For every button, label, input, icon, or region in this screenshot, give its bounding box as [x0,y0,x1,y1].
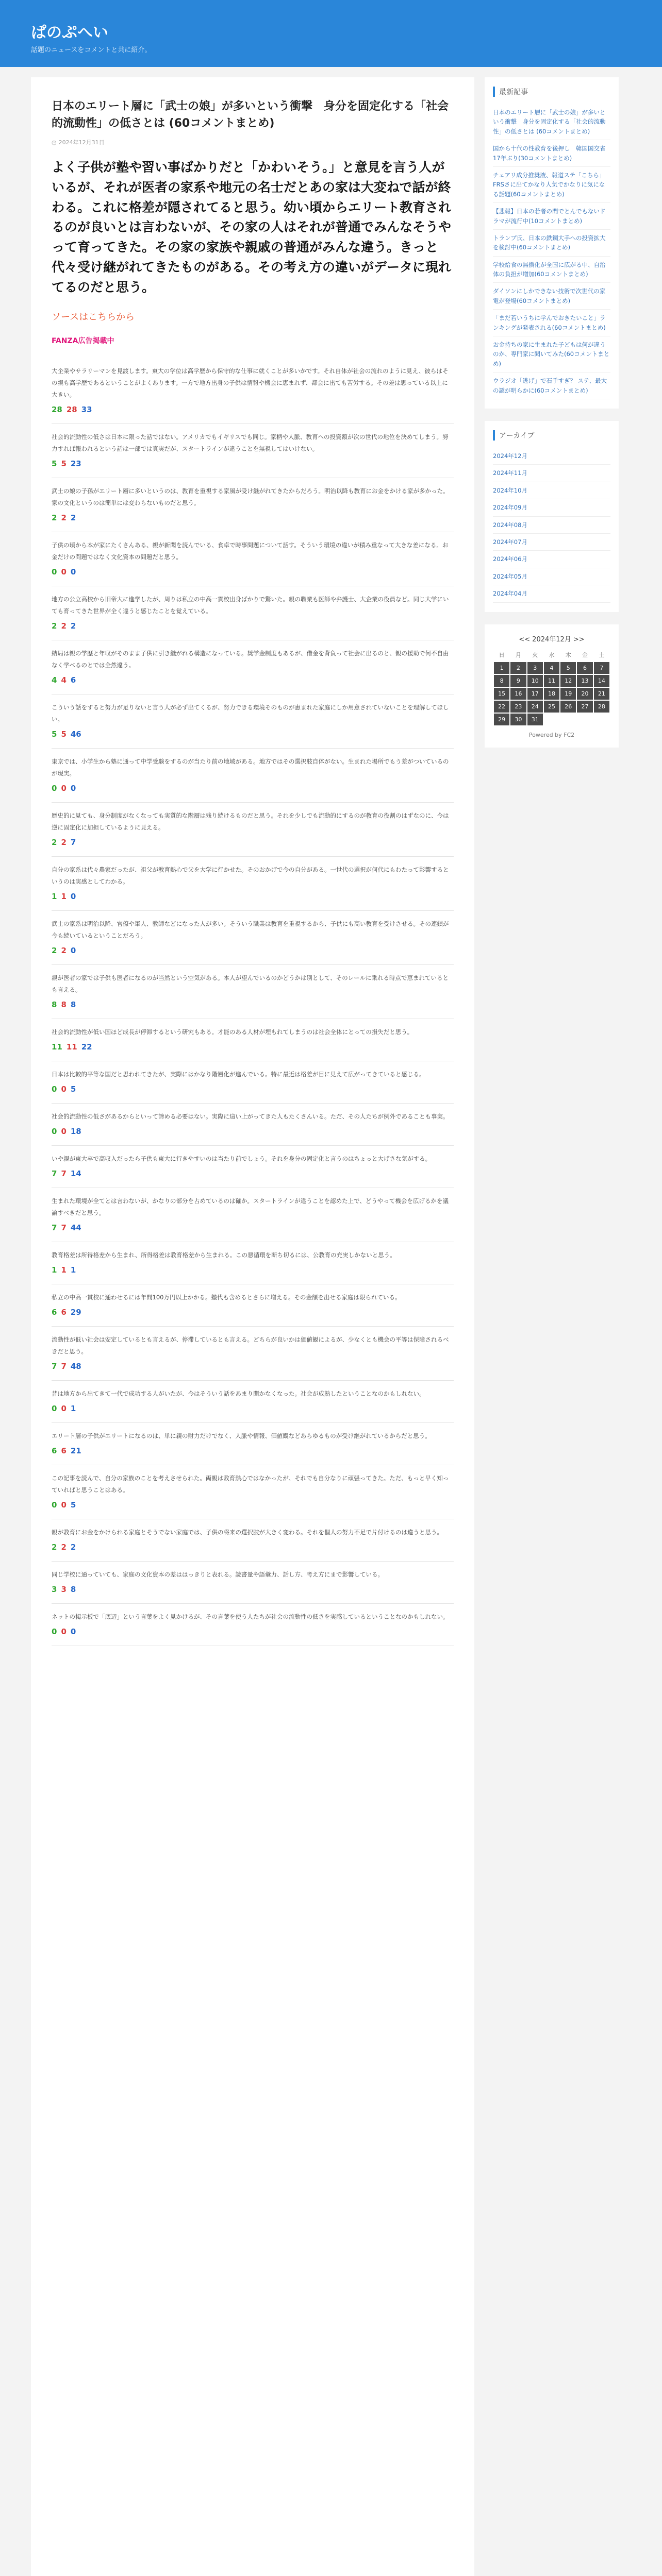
vote-down[interactable]: 7 [61,1362,67,1371]
vote-total: 8 [70,1585,76,1595]
comment [52,749,454,803]
vote-up[interactable]: 5 [52,459,57,469]
calendar-day[interactable]: 26 [560,700,576,713]
vote-total: 0 [70,784,76,793]
vote-up[interactable]: 0 [52,567,57,577]
vote-down[interactable]: 0 [61,1404,67,1414]
recent-posts-box [485,77,619,409]
vote-up[interactable]: 5 [52,730,57,739]
vote-total: 29 [70,1308,81,1317]
vote-down[interactable]: 0 [61,1627,67,1637]
vote-up[interactable]: 3 [52,1585,57,1595]
archive-link[interactable]: 2024年09月 [493,499,610,516]
calendar-day[interactable]: 9 [510,674,526,687]
calendar-weekday: 日 [499,651,505,658]
vote-counts [52,1127,454,1136]
calendar-day[interactable]: 2 [510,662,526,674]
calendar-day[interactable]: 22 [493,700,510,713]
vote-total: 0 [70,892,76,902]
calendar-day[interactable]: 10 [527,674,543,687]
comment-text: 同じ学校に通っていても、家庭の文化資本の差ははっきりと表れる。読書量や語彙力、話し方、考え方にまで影響している。 [52,1571,384,1579]
vote-total: 1 [70,1404,76,1414]
vote-down[interactable]: 2 [61,946,67,956]
calendar-day[interactable]: 14 [593,674,610,687]
vote-counts [52,1223,454,1232]
recent-post-link[interactable]: 学校給食の無償化が全国に広がる中、自治体の負担が増加(60コメントまとめ) [493,257,610,283]
calendar-day[interactable]: 29 [493,713,510,726]
comment [52,857,454,911]
lead-text: よく子供が塾や習い事ばかりだと「かわいそう。」と意見を言う人がいるが、それが医者の家系や地元の名士だとあの家は大変ねで話が終わる。これに格差が隠されてると思う。幼い頃からエリート教育されるのが良いとは言わないが、その家の人はそれが普通でみんなそうやって育ってきた。その家の家族や親戚の普通がみんな違う。きっと代々受け継がれてきたものがある。その考え方の違いがデータに現れてるのだと思う。 [52,160,452,295]
calendar-empty [543,713,560,726]
vote-down[interactable]: 7 [61,1223,67,1233]
calendar-nav[interactable]: << 2024年12月 >> [519,635,585,643]
site-title[interactable]: ぱのぷへい [31,24,108,42]
vote-counts [52,730,454,739]
vote-down[interactable]: 4 [61,675,67,685]
vote-counts [52,1042,454,1052]
comment [52,965,454,1019]
vote-up[interactable]: 2 [52,838,57,848]
vote-counts [52,1627,454,1636]
vote-up[interactable]: 8 [52,1000,57,1010]
comment-text: 社会的流動性が低い国ほど成長が停滞するという研究もある。才能のある人材が埋もれてしまうのは社会全体にとっての損失だと思う。 [52,1028,413,1036]
comment [52,1423,454,1465]
powered-by[interactable]: Powered by FC2 [528,731,575,738]
recent-post-link[interactable]: ダイソンにしかできない技術で次世代の家電が登場(60コメントまとめ) [493,283,610,310]
archive-box [485,421,619,612]
vote-counts [52,513,454,522]
calendar-day[interactable]: 31 [527,713,543,726]
calendar-day[interactable]: 17 [527,687,543,700]
vote-total: 5 [70,1500,76,1510]
vote-up[interactable]: 0 [52,1404,57,1414]
vote-total: 0 [70,946,76,956]
calendar-weekday: 土 [599,651,605,658]
calendar-day[interactable]: 4 [543,662,560,674]
calendar-day[interactable]: 1 [493,662,510,674]
vote-down[interactable]: 2 [61,1543,67,1552]
vote-counts [52,675,454,685]
calendar-day[interactable]: 18 [543,687,560,700]
vote-total: 2 [70,513,76,523]
vote-total: 33 [81,405,92,415]
comment-text: 武士の家系は明治以降、官僚や軍人、教師などになった人が多い。そういう職業は教育を重視するから、子供にも高い教育を受けさせる。その連鎖が今も続いているということだろう。 [52,920,449,940]
calendar-day[interactable]: 23 [510,700,526,713]
calendar-day[interactable]: 6 [576,662,593,674]
vote-total: 0 [70,1627,76,1637]
calendar-day[interactable]: 13 [576,674,593,687]
recent-post-link[interactable]: 日本のエリート層に「武士の娘」が多いという衝撃 身分を固定化する「社会的流動性」の低さとは (60コメントまとめ) [493,104,610,140]
vote-total: 0 [70,567,76,577]
vote-counts [52,1543,454,1552]
comment-text: 大企業やサラリーマンを見渡します。東大の学位は高学歴から保守的な仕事に就くことが多いかです。それ自体が社会の流れのように見え、彼らはその親も高学歴であるということがよくあります。一方で地方出身の子供は情報や機会に恵まれず、都会に出ても苦労する。その差は思っている以上に大きい。 [52,367,449,399]
archive-link[interactable]: 2024年07月 [493,534,610,551]
calendar-day[interactable]: 30 [510,713,526,726]
vote-up[interactable]: 0 [52,1627,57,1637]
archive-heading: アーカイブ [493,430,610,440]
comment-text: 流動性が低い社会は安定しているとも言えるが、停滞しているとも言える。どちらが良いかは価値観によるが、少なくとも機会の平等は保障されるべきだと思う。 [52,1336,449,1355]
vote-counts [52,1000,454,1009]
vote-total: 7 [70,838,76,848]
comment [52,1562,454,1604]
recent-post-link[interactable]: 「まだ若いうちに学んでおきたいこと」ランキングが発表される(60コメントまとめ) [493,310,610,336]
vote-total: 44 [70,1223,81,1233]
vote-total: 2 [70,1543,76,1552]
calendar-weekday: 月 [515,651,521,658]
comment-text: こういう話をすると努力が足りないと言う人が必ず出てくるが、努力できる環境そのものが恵まれた家庭にしか用意されていないことを理解してほしい。 [52,704,449,723]
vote-counts [52,405,454,414]
calendar-weekday: 水 [549,651,555,658]
comment [52,640,454,694]
clock-icon: ◷ [52,139,57,146]
comment [52,1381,454,1423]
comment-text: 子供の頃から本が家にたくさんある、親が新聞を読んでいる、食卓で時事問題について話す。そういう環境の違いが積み重なって大きな差になる。お金だけの問題ではなく文化資本の問題だと思う。 [52,541,449,561]
archive-link[interactable]: 2024年10月 [493,482,610,499]
vote-total: 46 [70,730,81,739]
comment-text: 社会的流動性の低さは日本に限った話ではない。アメリカでもイギリスでも同じ。家柄や人脈、教育への投資額が次の世代の地位を決めてしまう。努力すれば報われるという話は一部では真実だが、スタートラインが違うことを無視してはいけない。 [52,433,449,453]
archive-link[interactable]: 2024年05月 [493,568,610,585]
recent-post-link[interactable]: 【悲報】日本の若者の間でとんでもないドラマが流行中(10コメントまとめ) [493,203,610,230]
comment [52,1465,454,1519]
comment-text: 親が医者の家では子供も医者になるのが当然という空気がある。本人が望んでいるのかどうかは別として、そのレールに乗れる時点で恵まれているとも言える。 [52,974,449,994]
vote-total: 23 [70,459,81,469]
vote-counts [52,621,454,631]
vote-counts [52,1265,454,1275]
post-title[interactable]: 日本のエリート層に「武士の娘」が多いという衝撃 身分を固定化する「社会的流動性」の低さとは (60コメントまとめ) [52,100,449,130]
comment-text: 昔は地方から出てきて一代で成功する人がいたが、今はそういう話をあまり聞かなくなった。社会が成熟したということなのかもしれない。 [52,1390,425,1398]
calendar-day[interactable]: 3 [527,662,543,674]
comment [52,532,454,586]
comment-text: 結局は親の学歴と年収がそのまま子供に引き継がれる構造になっている。奨学金制度もあるが、借金を背負って社会に出るのと、親の援助で何不自由なく学べるのとでは全然違う。 [52,650,449,669]
calendar-day[interactable]: 11 [543,674,560,687]
vote-up[interactable]: 0 [52,1500,57,1510]
comment [52,1061,454,1104]
comment-text: ネットの掲示板で「底辺」という言葉をよく見かけるが、その言葉を使う人たちが社会の流動性の低さを実感しているということなのかもしれない。 [52,1613,449,1621]
vote-down[interactable]: 0 [61,1127,67,1137]
vote-counts [52,1500,454,1510]
comment [52,1188,454,1242]
recent-posts-list [493,104,610,399]
vote-down[interactable]: 11 [66,1042,77,1052]
calendar [493,649,610,726]
comment [52,1519,454,1562]
calendar-box [485,624,619,748]
ad-label[interactable]: FANZA広告掲載中 [52,337,114,346]
comment-text: 地方の公立高校から旧帝大に進学したが、周りは私立の中高一貫校出身ばかりで驚いた。親の職業も医師や弁護士、大企業の役員など。同じ大学にいても育ってきた世界が全く違うと感じたことを覚えている。 [52,596,449,615]
comment-text: エリート層の子供がエリートになるのは、単に親の財力だけでなく、人脈や情報、価値観などあらゆるものが受け継がれているからだと思う。 [52,1432,431,1440]
recent-posts-heading: 最新記事 [493,87,610,97]
comment-text: 私立の中高一貫校に通わせるには年間100万円以上かかる。塾代も含めるとさらに増える。その金額を出せる家庭は限られている。 [52,1294,401,1301]
archive-list [493,448,610,603]
site-header [0,0,662,67]
calendar-weekday: 木 [565,651,571,658]
recent-post-link[interactable]: トランプ氏、日本の鉄鋼大手への投資拡大を検討中(60コメントまとめ) [493,230,610,257]
comment-text: 東京では、小学生から塾に通って中学受験をするのが当たり前の地域がある。地方ではその選択肢自体がない。生まれた場所でもう差がついているのが現実。 [52,758,449,777]
vote-up[interactable]: 1 [52,892,57,902]
vote-down[interactable]: 6 [61,1446,67,1456]
comment-text: 武士の娘の子孫がエリート層に多いというのは、教育を重視する家風が受け継がれてきたからだろう。明治以降も教育にお金をかける家が多かった。家の文化というのは簡単には変わらないものだと思う。 [52,487,449,507]
vote-up[interactable]: 7 [52,1223,57,1233]
vote-total: 5 [70,1084,76,1094]
calendar-weekday: 金 [582,651,588,658]
comment-text: 親が教育にお金をかけられる家庭とそうでない家庭では、子供の将来の選択肢が大きく変わる。それを個人の努力不足で片付けるのは違うと思う。 [52,1529,443,1536]
vote-up[interactable]: 6 [52,1308,57,1317]
vote-down[interactable]: 0 [61,784,67,793]
calendar-day[interactable]: 8 [493,674,510,687]
vote-down[interactable]: 0 [61,1500,67,1510]
vote-counts [52,1084,454,1094]
vote-counts [52,567,454,577]
vote-down[interactable]: 1 [61,1265,67,1275]
comment [52,586,454,640]
calendar-day[interactable]: 25 [543,700,560,713]
vote-up[interactable]: 0 [52,1084,57,1094]
vote-counts [52,1585,454,1594]
vote-down[interactable]: 2 [61,621,67,631]
comment [52,911,454,965]
source-link[interactable]: ソースはこちらから [52,312,135,323]
vote-up[interactable]: 0 [52,784,57,793]
calendar-day[interactable]: 24 [527,700,543,713]
comment [52,694,454,749]
vote-down[interactable]: 2 [61,513,67,523]
vote-up[interactable]: 1 [52,1265,57,1275]
article [31,77,474,2576]
vote-down[interactable]: 2 [61,838,67,848]
vote-total: 21 [70,1446,81,1456]
recent-post-link[interactable]: ウラジオ「逃げ」で石手すぎ？ ステ、最大の謎が明らかに(60コメントまとめ) [493,372,610,399]
vote-up[interactable]: 7 [52,1169,57,1179]
vote-down[interactable]: 5 [61,459,67,469]
archive-link[interactable]: 2024年06月 [493,551,610,568]
calendar-day[interactable]: 19 [560,687,576,700]
vote-down[interactable]: 1 [61,892,67,902]
calendar-day[interactable]: 16 [510,687,526,700]
vote-up[interactable]: 2 [52,513,57,523]
vote-counts [52,784,454,793]
calendar-day[interactable]: 28 [593,700,610,713]
vote-counts [52,459,454,468]
vote-total: 1 [70,1265,76,1275]
vote-total: 14 [70,1169,81,1179]
recent-post-link[interactable]: チェアリ成分推奨液、報道ステ「こちら」FRSさに出てかなり人気でかなりに気になる話題(60コメントまとめ) [493,167,610,203]
comment-text: 自分の家系は代々農家だったが、祖父が教育熱心で父を大学に行かせた。そのおかげで今の自分がある。一世代の選択が何代にもわたって影響するというのは実感としてわかる。 [52,866,449,886]
vote-down[interactable]: 28 [66,405,77,415]
vote-down[interactable]: 3 [61,1585,67,1595]
comment-text: 歴史的に見ても、身分制度がなくなっても実質的な階層は残り続けるものだと思う。それを少しでも流動的にするのが教育の役割のはずなのに、今は逆に固定化に加担しているように見える。 [52,812,449,832]
vote-up[interactable]: 6 [52,1446,57,1456]
comment [52,424,454,478]
vote-up[interactable]: 2 [52,1543,57,1552]
comment [52,1242,454,1284]
site-description: 話題のニュースをコメントと共に紹介。 [31,46,152,54]
vote-down[interactable]: 6 [61,1308,67,1317]
vote-total: 48 [70,1362,81,1371]
calendar-day[interactable]: 5 [560,662,576,674]
vote-down[interactable]: 8 [61,1000,67,1010]
comment-text: いや親が東大卒で高収入だったら子供も東大に行きやすいのは当たり前でしょう。それを身分の固定化と言うのはちょっと大げさな気がする。 [52,1155,431,1163]
recent-post-link[interactable]: お金持ちの家に生まれた子どもは何が違うのか、専門家に聞いてみた(60コメントまとめ) [493,336,610,372]
vote-up[interactable]: 11 [52,1042,62,1052]
comment [52,1146,454,1188]
vote-counts [52,1362,454,1371]
vote-up[interactable]: 28 [52,405,62,415]
post-date-text: 2024年12月31日 [58,139,105,146]
vote-counts [52,892,454,901]
calendar-day[interactable]: 12 [560,674,576,687]
calendar-empty [576,713,593,726]
vote-up[interactable]: 7 [52,1362,57,1371]
comment-text: この記事を読んで、自分の家族のことを考えさせられた。両親は教育熱心ではなかったが、それでも自分なりに頑張ってきた。ただ、もっと早く知っていればと思うことはある。 [52,1475,449,1494]
comment [52,1604,454,1646]
vote-up[interactable]: 0 [52,1127,57,1137]
comment [52,1104,454,1146]
sidebar [485,77,619,760]
vote-down[interactable]: 0 [61,567,67,577]
calendar-day[interactable]: 27 [576,700,593,713]
calendar-empty [560,713,576,726]
vote-counts [52,1169,454,1178]
vote-up[interactable]: 2 [52,621,57,631]
archive-link[interactable]: 2024年04月 [493,585,610,602]
comment [52,478,454,532]
vote-counts [52,1308,454,1317]
vote-counts [52,838,454,847]
vote-up[interactable]: 2 [52,946,57,956]
calendar-day[interactable]: 7 [593,662,610,674]
vote-counts [52,1446,454,1455]
archive-link[interactable]: 2024年11月 [493,465,610,482]
vote-counts [52,1404,454,1413]
comment [52,1019,454,1061]
vote-counts [52,946,454,955]
calendar-empty [593,713,610,726]
vote-total: 2 [70,621,76,631]
comment-text: 日本は比較的平等な国だと思われてきたが、実際にはかなり階層化が進んでいる。特に最近は格差が目に見えて広がってきていると感じる。 [52,1071,425,1078]
comment [52,1327,454,1381]
calendar-weekday: 火 [532,651,538,658]
vote-total: 22 [81,1042,92,1052]
calendar-day[interactable]: 20 [576,687,593,700]
recent-post-link[interactable]: 国から十代の性教育を後押し 韓国国交省 17年ぶり(30コメントまとめ) [493,140,610,167]
vote-down[interactable]: 0 [61,1084,67,1094]
vote-down[interactable]: 7 [61,1169,67,1179]
comment-text: 生まれた環境が全てとは言わないが、かなりの部分を占めているのは確か。スタートラインが違うことを認めた上で、どうやって機会を広げるかを議論すべきだと思う。 [52,1197,449,1217]
comment [52,358,454,424]
comment-list [52,358,454,1646]
vote-total: 8 [70,1000,76,1010]
vote-down[interactable]: 5 [61,730,67,739]
comment [52,1284,454,1327]
comment [52,803,454,857]
vote-total: 18 [70,1127,81,1137]
vote-total: 6 [70,675,76,685]
archive-link[interactable]: 2024年08月 [493,517,610,534]
post-date [52,138,454,146]
comment-text: 社会的流動性の低さがあるからといって諦める必要はない。実際に這い上がってきた人もたくさんいる。ただ、その人たちが例外であることも事実。 [52,1113,449,1121]
calendar-day[interactable]: 15 [493,687,510,700]
calendar-day[interactable]: 21 [593,687,610,700]
vote-up[interactable]: 4 [52,675,57,685]
archive-link[interactable]: 2024年12月 [493,448,610,465]
comment-text: 教育格差は所得格差から生まれ、所得格差は教育格差から生まれる。この悪循環を断ち切るには、公教育の充実しかないと思う。 [52,1251,396,1259]
